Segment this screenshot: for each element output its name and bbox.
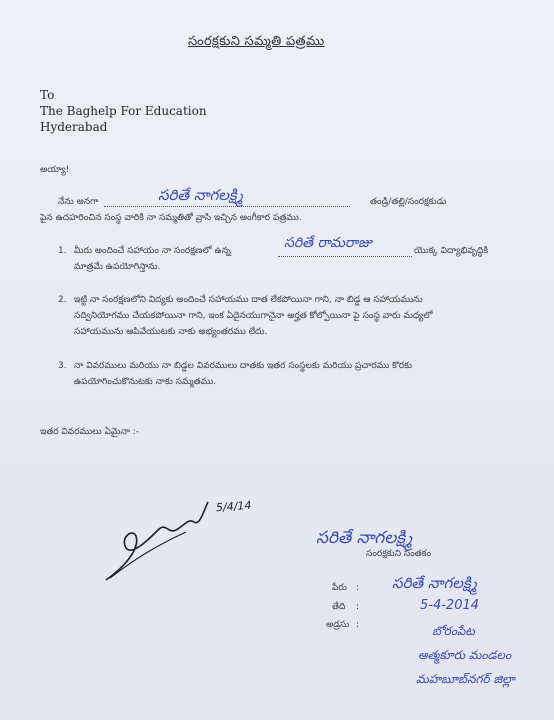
item-1-number: 1. [58,246,67,256]
address-line-1: బోరంపేట [432,624,475,638]
date-label: తేది [332,602,346,612]
guardian-signature-handwritten: సరితే నాగలక్ష్మి [316,528,413,548]
item-1-suffix: యొక్క విద్యాభివృద్ధికి [414,246,489,256]
item-2-number: 2. [58,295,67,305]
recipient-city: Hyderabad [40,120,108,134]
consent-letter-page: సంరక్షకుని సమ్మతి పత్రము To The Baghelp For Education Hyderabad అయ్యా! నేను అనగా సరితే నాగలక్ష్మి తండ్రి/తల్లి/సంరక్షకుడు పైన ఉదహరించిన సంస్థ వారికి నా సమ్మతితో వ్రాసి ఇచ్చిన అంగీకార పత్రము. 1. మీరు అందించే సహాయం నా సంరక్షణలో ఉన్న సరితే రామరాజు యొక్క విద్యాభివృద్ధికి మాత్రమే ఉపయోగిస్తాను. 2. ఇట్టి నా సంరక్షణలోని విద్యకు అందించే సహాయము దాత లేకపోయినా గాని, నా బిడ్డ ఆ సహాయమును సద్వినియోగము చేయకపోయినా గాని, ఇంక ఏదైనయుగానైనా అర్హత కోల్పోయినా పై సంస్థ వారు మధ్యలో సహాయమును ఆపివేయుటకు నాకు అభ్యంతరము లేదు. 3. నా వివరములు మరియు నా బిడ్డల వివరములు దాతకు ఇతర సంస్థలకు మరియు ప్రచారము కొరకు ఉపయోగించుకొనుటకు నాకు సమ్మతము. ఇతర వివరములు ఏమైనా :- 5/4/14 సరితే నాగలక్ష్మి సంరక్షకుని సంతకం పేరు : సరితే నాగలక్ష్మి తేది : 5-4-2014 అడ్రసు : బోరంపేట ఆత్మకూరు మండలం మహబూబ్‌నగర్ జిల్లా [0,0,554,720]
item-2-line-3: సహాయమును ఆపివేయుటకు నాకు అభ్యంతరము లేదు. [74,327,268,337]
recipient-organization: The Baghelp For Education [40,104,207,118]
name-label: పేరు [332,583,347,593]
address-line-3: మహబూబ్‌నగర్ జిల్లా [416,672,515,686]
name-value: సరితే నాగలక్ష్మి [392,574,477,592]
guardian-signature-label: సంరక్షకుని సంతకం [366,549,432,559]
item-2-line-1: ఇట్టి నా సంరక్షణలోని విద్యకు అందించే సహాయము దాత లేకపోయినా గాని, నా బిడ్డ ఆ సహాయమును [74,295,423,305]
to-label: To [40,88,55,102]
date-value: 5-4-2014 [420,598,480,613]
intro-line-2: పైన ఉదహరించిన సంస్థ వారికి నా సమ్మతితో వ్రాసి ఇచ్చిన అంగీకార పత్రము. [40,213,302,223]
item-1-student-handwritten: సరితే రామరాజు [284,235,372,251]
item-3-line-1: నా వివరములు మరియు నా బిడ్డల వివరములు దాతకు ఇతర సంస్థలకు మరియు ప్రచారము కొరకు [74,361,412,371]
page-title: సంరక్షకుని సమ్మతి పత్రము [188,34,325,49]
item-1-line-2: మాత్రమే ఉపయోగిస్తాను. [74,262,161,272]
address-line-2: ఆత్మకూరు మండలం [418,648,512,662]
salutation: అయ్యా! [40,165,70,175]
item-3-number: 3. [58,361,67,371]
other-details-label: ఇతర వివరములు ఏమైనా :- [40,427,139,437]
item-1-prefix: మీరు అందించే సహాయం నా సంరక్షణలో ఉన్న [74,246,231,256]
item-1-student-blank [278,256,412,257]
intro-prefix: నేను అనగా [58,197,99,207]
intro-name-handwritten: సరితే నాగలక్ష్మి [158,186,243,204]
item-3-line-2: ఉపయోగించుకొనుటకు నాకు సమ్మతము. [74,377,217,387]
item-2-line-2: సద్వినియోగము చేయకపోయినా గాని, ఇంక ఏదైనయుగానైనా అర్హత కోల్పోయినా పై సంస్థ వారు మధ్యలో [74,311,433,321]
intro-relation: తండ్రి/తల్లి/సంరక్షకుడు [370,197,447,207]
signature-date: 5/4/14 [215,498,252,515]
address-label: అడ్రసు [326,620,350,630]
